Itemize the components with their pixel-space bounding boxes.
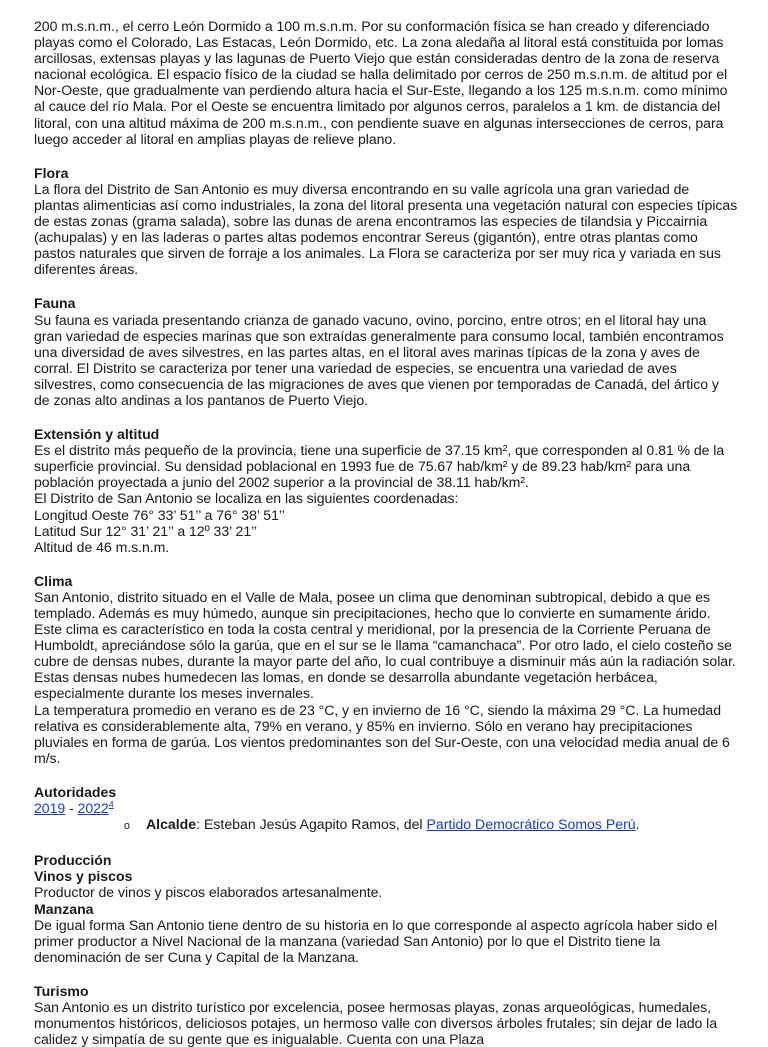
alcalde-period-end: . [635, 816, 640, 833]
fauna-paragraph: Su fauna es variada presentando crianza de ganado vacuno, ovino, porcino, entre otros; en el litoral hay una gran variedad de especies marinas que son extraídas generalmente para consumo local, también encontramos una diversidad de aves silvestres, en las partes altas, en el litoral aves marinas típicas de la zona y aves de corral. El Distrito se caracteriza por tener una variedad de especies, se encuentra una variedad de aves silvestres, como consecuencia de las migraciones de aves que vienen por temporadas de Canadá, del ártico y de zonas alto andinas a los pantanos de Puerto Viejo. [34, 311, 724, 408]
produccion-heading: Producción [34, 852, 112, 869]
flora-section [34, 165, 738, 278]
turismo-paragraph: San Antonio es un distrito turístico por excelencia, posee hermosas playas, zonas arqueológicas, humedales, monumentos históricos, deliciosos potajes, un hermoso valle con diversos árboles frutales; sin dejar de lado la calidez y simpatía de su gente que es inigualable. Cuenta con una Plaza [34, 998, 718, 1047]
autoridades-period [34, 800, 738, 816]
period-end-link[interactable]: 2022 [77, 800, 109, 817]
alcalde-label: Alcalde [146, 816, 197, 833]
altitude-line: Altitud de 46 m.s.n.m. [34, 538, 170, 555]
produccion-section [34, 852, 738, 965]
autoridades-heading: Autoridades [34, 783, 117, 800]
alcalde-list-item [34, 816, 738, 834]
clima-heading: Clima [34, 572, 73, 589]
clima-paragraph-1: San Antonio, distrito situado en el Valle de Mala, posee un clima que denominan subtropical, debido a que es templado. Además es muy húmedo, aunque sin precipitaciones, hecho que lo convierte en sumamente árido. Este clima es característico en toda la costa central y meridional, por la presencia de la Corriente Peruana de Humboldt, apreciándose sólo la garúa, que en el sur se le llama “camanchaca”. Por otro lado, el cielo costeño se cubre de densas nubes, durante la mayor parte del año, lo cual contribuye a disminuir más aún la radiación solar. Estas densas nubes humedecen las lomas, en donde se desarrolla abundante vegetación herbácea, especialmente durante los meses invernales. [34, 588, 736, 702]
turismo-section [34, 983, 738, 1047]
flora-paragraph: La flora del Distrito de San Antonio es muy diversa encontrando en su valle agrícola una gran variedad de plantas alimenticias así como industriales, la zona del litoral presenta una vegetación natural con especies típicas de estas zonas (grama salada), sobre las dunas de arena encontramos las especies de tilandsia y Piccairnia (achupalas) y en las laderas o partes altas podemos encontrar Sereus (gigantón), entre otras plantas como pastos naturales que sirven de forraje a los animales. La Flora se caracteriza por ser muy rica y variada en sus diferentes áreas. [34, 180, 738, 278]
period-dash: - [65, 800, 78, 817]
longitude-line: Longitud Oeste 76° 33’ 51’’ a 76° 38’ 51’’ [34, 506, 285, 523]
vinos-heading: Vinos y piscos [34, 868, 133, 885]
turismo-heading: Turismo [34, 982, 89, 999]
intro-paragraph: 200 m.s.n.m., el cerro León Dormido a 100 m.s.n.m. Por su conformación física se han creado y diferenciado playas como el Colorado, Las Estacas, León Dormido, etc. La zona aledaña al litoral está constituida por lomas arcillosas, extensas playas y las lagunas de Puerto Viejo que están consideradas dentro de la zona de reserva nacional ecológica. El espacio físico de la ciudad se halla delimitado por cerros de 250 m.s.n.m. de altitud por el Nor-Oeste, que gradualmente van perdiendo altura hacia el Sur-Este, llegando a los 125 m.s.n.m. como mínimo al cauce del río Mala. Por el Oeste se encuentra limitado por algunos cerros, paralelos a 1 km. de distancia del litoral, con una altitud máxima de 200 m.s.n.m., con pendiente suave en algunas intersecciones de cerros, para luego acceder al litoral en amplias playas de relieve plano. [34, 18, 728, 147]
extension-heading: Extensión y altitud [34, 426, 160, 443]
vinos-paragraph: Productor de vinos y piscos elaborados artesanalmente. [34, 884, 383, 901]
manzana-paragraph: De igual forma San Antonio tiene dentro de su historia en lo que corresponde al aspecto agrícola haber sido el primer productor a Nivel Nacional de la manzana (variedad San Antonio) por lo que el Distrito tiene la denominación de ser Cuna y Capital de la Manzana. [34, 916, 718, 965]
latitude-line: Latitud Sur 12° 31’ 21’’ a 12º 33’ 21’’ [34, 522, 258, 539]
clima-section [34, 573, 738, 766]
coordinates-intro: El Distrito de San Antonio se localiza en las siguientes coordenadas: [34, 490, 459, 507]
autoridades-section [34, 784, 738, 834]
period-start-link[interactable]: 2019 [34, 800, 66, 817]
fauna-heading: Fauna [34, 295, 76, 312]
clima-paragraph-2: La temperatura promedio en verano es de 23 °C, y en invierno de 16 °C, siendo la máxima 29 °C. La humedad relativa es considerablemente alta, 79% en verano, y 85% en invierno. Sólo en verano hay precipitaciones pluviales en forma de garúa. Los vientos predominantes son del Sur-Oeste, con una velocidad media anual de 6 m/s. [34, 701, 730, 766]
period-footnote-link[interactable]: 4 [108, 799, 114, 810]
alcalde-name: : Esteban Jesús Agapito Ramos, del [196, 816, 427, 833]
fauna-section [34, 295, 738, 408]
extension-paragraph: Es el distrito más pequeño de la provincia, tiene una superficie de 37.15 km², que corresponden al 0.81 % de la superficie provincial. Su densidad poblacional en 1993 fue de 75.67 hab/km² y de 89.23 hab/km² para una población proyectada a junio del 2002 superior a la provincial de 38.11 hab/km². [34, 442, 725, 491]
flora-heading: Flora [34, 164, 69, 181]
extension-section [34, 426, 738, 555]
party-link[interactable]: Partido Democrático Somos Perú [426, 816, 636, 833]
manzana-heading: Manzana [34, 900, 94, 917]
hollow-bullet-icon: o [123, 820, 130, 833]
